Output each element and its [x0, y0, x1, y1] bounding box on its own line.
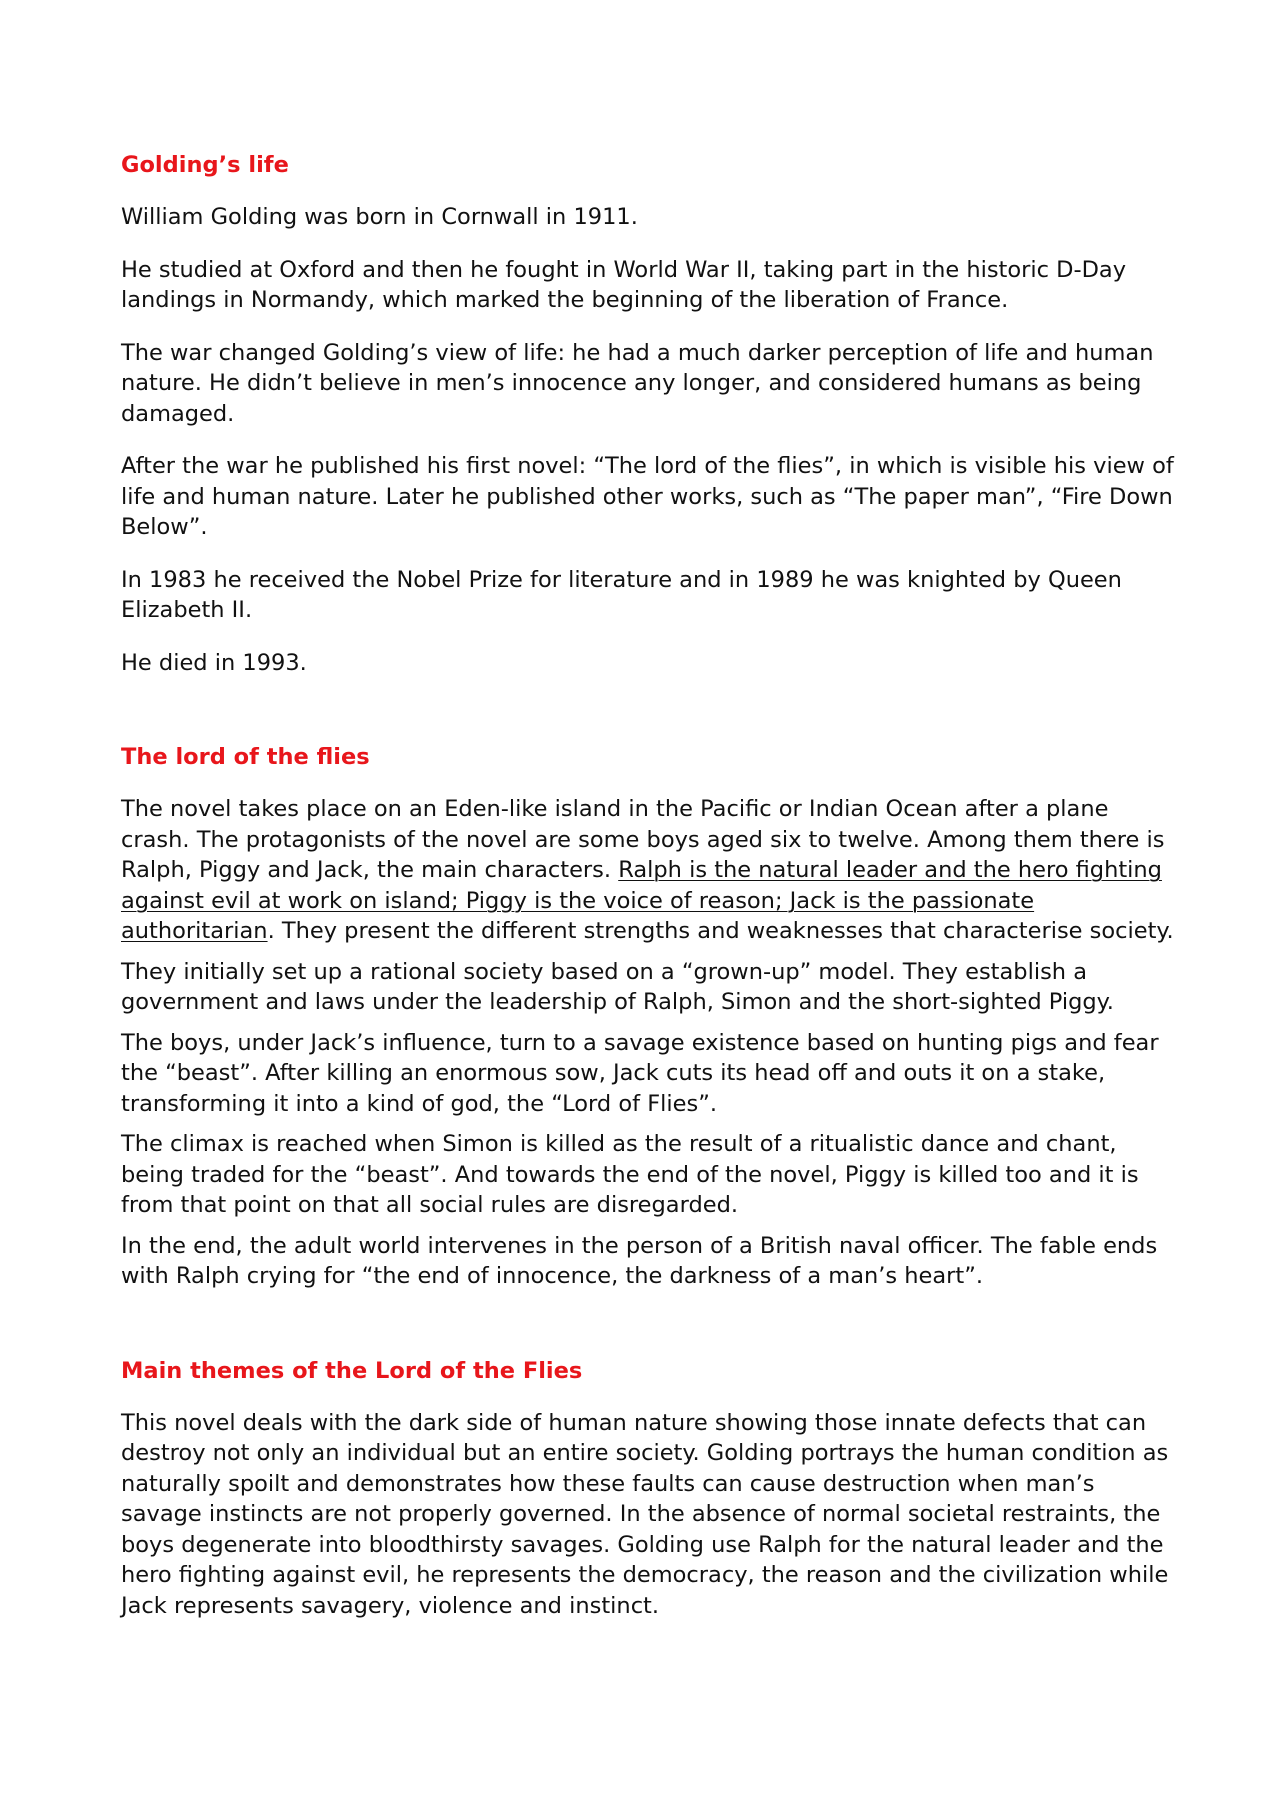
section-heading-goldings-life: Golding’s life	[121, 152, 289, 178]
paragraph: After the war he published his first novel: “The lord of the flies”, in which is visible his view of life and human nature. Later he published other works, such as “The paper man”, “Fire Down Below”.	[121, 453, 1174, 540]
paragraph: The war changed Golding’s view of life: he had a much darker perception of life and human nature. He didn’t believe in men’s innocence any longer, and considered humans as being damaged.	[121, 339, 1154, 427]
paragraph: He died in 1993.	[121, 649, 307, 676]
paragraph: The climax is reached when Simon is killed as the result of a ritualistic dance and chant, being traded for the “beast”. And towards the end of the novel, Piggy is killed too and it is from that point on that all social rules are disregarded.	[121, 1131, 1139, 1218]
paragraph: He studied at Oxford and then he fought in World War II, taking part in the historic D-Day landings in Normandy, which marked the beginning of the liberation of France.	[121, 256, 1127, 313]
intro-text-before: The novel takes place on an Eden-like island in the Pacific or Indian Ocean after a plane crash. The protagonists of the novel are some boys aged six to twelve. Among them there is Ralph, Piggy and Jack, the main characters.	[121, 796, 1165, 883]
section-heading-main-themes: Main themes of the Lord of the Flies	[121, 1357, 583, 1384]
paragraph: In 1983 he received the Nobel Prize for literature and in 1989 he was knighted by Queen Elizabeth II.	[121, 566, 1122, 623]
section-heading-lord-of-the-flies: The lord of the flies	[121, 744, 370, 770]
intro-text-after: . They present the different strengths and weaknesses that characterise society.	[267, 918, 1174, 944]
paragraph: The boys, under Jack’s influence, turn to a savage existence based on hunting pigs and fear the “beast”. After killing an enormous sow, Jack cuts its head off and outs it on a stake, transforming it into a kind of god, the “Lord of Flies”.	[121, 1029, 1159, 1117]
paragraph: William Golding was born in Cornwall in 1911.	[121, 204, 638, 230]
paragraph-intro	[121, 794, 1181, 947]
paragraph: In the end, the adult world intervenes in the person of a British naval officer. The fable ends with Ralph crying for “the end of innocence, the darkness of a man’s heart”.	[121, 1232, 1158, 1289]
paragraph: They initially set up a rational society based on a “grown-up” model. They establish a government and laws under the leadership of Ralph, Simon and the short-sighted Piggy.	[121, 958, 1114, 1015]
document-page	[121, 150, 1181, 1621]
underlined-character-summary: Ralph is the natural leader and the hero fighting against evil at work on island; Piggy is the voice of reason; Jack is the passionate authoritarian	[121, 857, 1162, 944]
paragraph: This novel deals with the dark side of human nature showing those innate defects that can destroy not only an individual but an entire society. Golding portrays the human condition as naturally spoilt and demonstrates how these faults can cause destruction when man’s savage instincts are not properly governed. In the absence of normal societal restraints, the boys degenerate into bloodthirsty savages. Golding use Ralph for the natural leader and the hero fighting against evil, he represents the democracy, the reason and the civilization while Jack represents savagery, violence and instinct.	[121, 1409, 1169, 1619]
